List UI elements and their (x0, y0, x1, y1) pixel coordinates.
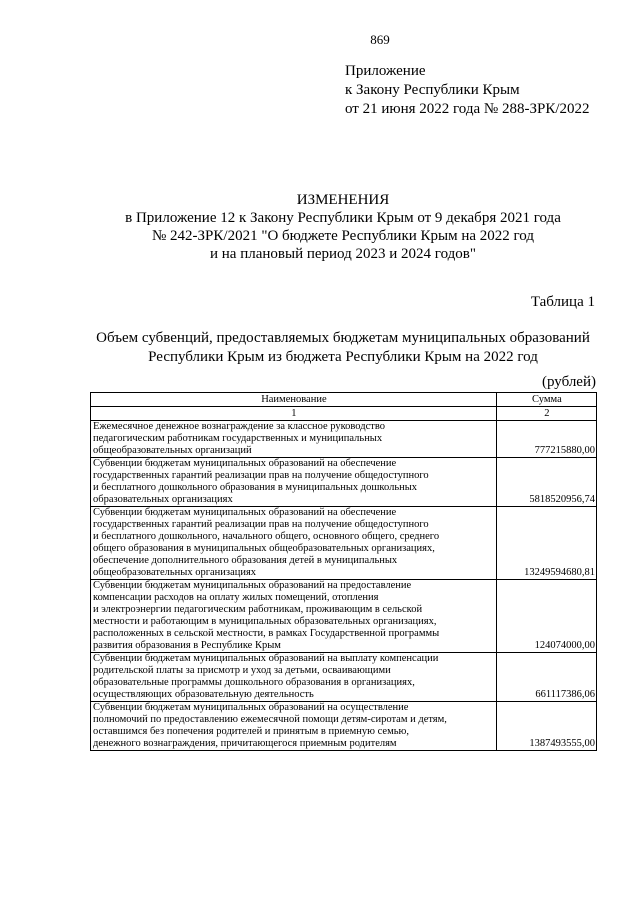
row-name-line: общеобразовательных организациях (93, 567, 257, 578)
row-sum-cell: 13249594680,81 (496, 507, 596, 580)
row-name-cell (91, 458, 497, 507)
row-name-line: родительской платы за присмотр и уход за детьми, осваивающими (93, 665, 391, 676)
appendix-line: Приложение (345, 63, 426, 79)
row-name-line: и электроэнергии педагогическим работникам, проживающим в сельской (93, 604, 423, 615)
table-column-numbers-row (91, 407, 597, 421)
row-name-line: Ежемесячное денежное вознаграждение за классное руководство (93, 421, 385, 432)
table-label: Таблица 1 (530, 294, 595, 310)
row-sum-cell: 777215880,00 (496, 421, 596, 458)
row-name-line: оставшимся без попечения родителей и принятым в приемную семью, (93, 726, 409, 737)
row-name-cell (91, 653, 497, 702)
table-title-line: Объем субвенций, предоставляемых бюджетам муниципальных образований (96, 330, 590, 346)
changes-heading-line: и на плановый период 2023 и 2024 годов" (210, 246, 476, 262)
changes-heading (0, 191, 640, 263)
row-name-line: компенсации расходов на оплату жилых помещений, отопления (93, 592, 379, 603)
units-label: (рублей) (541, 374, 596, 390)
column-number: 1 (91, 407, 497, 421)
row-name-cell (91, 421, 497, 458)
changes-heading-line: в Приложение 12 к Закону Республики Крым от 9 декабря 2021 года (125, 210, 561, 226)
row-sum-cell: 661117386,06 (496, 653, 596, 702)
row-name-line: Субвенции бюджетам муниципальных образований на выплату компенсации (93, 653, 439, 664)
page-number: 869 (370, 32, 390, 47)
row-name-line: педагогическим работникам государственных и муниципальных (93, 433, 383, 444)
row-name-line: государственных гарантий реализации прав на получение общедоступного (93, 470, 429, 481)
row-name-line: и бесплатного дошкольного, начального общего, основного общего, среднего (93, 531, 440, 542)
subventions-table (90, 392, 597, 751)
row-name-line: расположенных в сельской местности, в рамках Государственной программы (93, 628, 440, 639)
table-row (91, 421, 597, 458)
row-name-line: общего образования в муниципальных общеобразовательных организациях, (93, 543, 435, 554)
row-name-cell (91, 702, 497, 751)
row-name-line: развития образования в Республике Крым (93, 640, 281, 651)
table-header-row (91, 393, 597, 407)
header-sum: Сумма (496, 393, 596, 407)
row-name-line: и бесплатного дошкольного образования в муниципальных дошкольных (93, 482, 418, 493)
row-name-cell (91, 507, 497, 580)
row-name-line: образовательные программы дошкольного образования в организациях, (93, 677, 415, 688)
column-number: 2 (496, 407, 596, 421)
row-name-line: местности и работающим в муниципальных образовательных организациях, (93, 616, 437, 627)
row-name-line: образовательных организациях (93, 494, 233, 505)
row-sum-cell: 124074000,00 (496, 580, 596, 653)
row-sum-cell: 5818520956,74 (496, 458, 596, 507)
table-row (91, 702, 597, 751)
table-row (91, 507, 597, 580)
table-row (91, 458, 597, 507)
header-name: Наименование (91, 393, 497, 407)
row-name-line: осуществляющих образовательную деятельность (93, 689, 314, 700)
row-name-line: Субвенции бюджетам муниципальных образований на обеспечение (93, 507, 397, 518)
appendix-line: от 21 июня 2022 года № 288-ЗРК/2022 (345, 101, 590, 117)
row-name-line: Субвенции бюджетам муниципальных образований на осуществление (93, 702, 409, 713)
table-title (0, 329, 640, 367)
row-name-line: денежного вознаграждения, причитающегося приемным родителям (93, 738, 397, 749)
row-sum-cell: 1387493555,00 (496, 702, 596, 751)
row-name-line: полномочий по предоставлению ежемесячной помощи детям-сиротам и детям, (93, 714, 447, 725)
row-name-cell (91, 580, 497, 653)
table-row (91, 653, 597, 702)
table-body (91, 421, 597, 751)
appendix-reference (345, 62, 590, 119)
row-name-line: Субвенции бюджетам муниципальных образований на предоставление (93, 580, 412, 591)
row-name-line: общеобразовательных организаций (93, 445, 252, 456)
row-name-line: государственных гарантий реализации прав на получение общедоступного (93, 519, 429, 530)
appendix-line: к Закону Республики Крым (345, 82, 520, 98)
table-title-line: Республики Крым из бюджета Республики Крым на 2022 год (148, 349, 538, 365)
table-row (91, 580, 597, 653)
changes-heading-line: № 242-ЗРК/2021 "О бюджете Республики Крым на 2022 год (151, 228, 535, 244)
row-name-line: обеспечение дополнительного образования детей в муниципальных (93, 555, 398, 566)
changes-heading-line: ИЗМЕНЕНИЯ (296, 192, 390, 208)
row-name-line: Субвенции бюджетам муниципальных образований на обеспечение (93, 458, 397, 469)
